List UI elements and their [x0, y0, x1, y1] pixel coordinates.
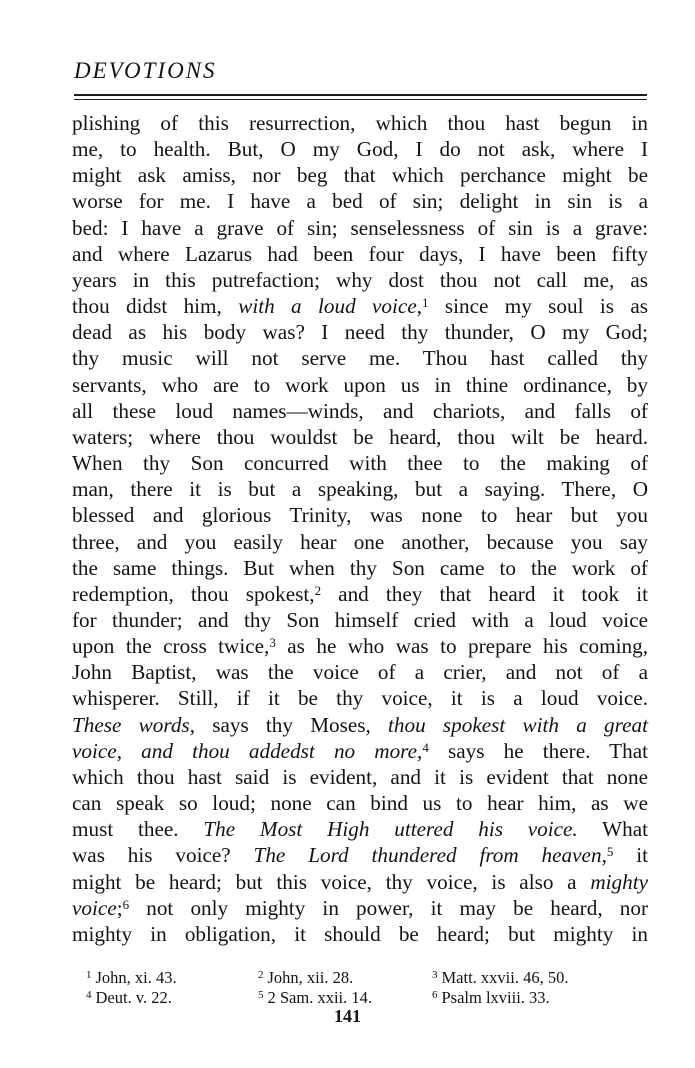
- footnote: [432, 988, 550, 1008]
- italic-quotation: with a loud voice: [238, 294, 417, 319]
- italic-quotation: thou spokest with a great: [388, 712, 648, 737]
- text-line: voice;$^6$ not only mighty in power, it may be heard, nor: [72, 895, 648, 920]
- text-line: dead as his body was? I need thy thunder, O my God;: [72, 320, 648, 345]
- header-rule-bottom: [74, 99, 647, 100]
- text-line: These words, says thy Moses, thou spokest with a great: [72, 712, 648, 737]
- italic-quotation: voice: [72, 895, 117, 920]
- text-line: and where Lazarus had been four days, I have been fifty: [72, 241, 648, 266]
- footnote-reference: 1: [422, 295, 429, 311]
- text-line: worse for me. I have a bed of sin; delight in sin is a: [72, 189, 648, 214]
- footnote-reference: 5: [606, 844, 614, 860]
- text-line: which thou hast said is evident, and it is evident that none: [72, 764, 648, 789]
- text-line: John Baptist, was the voice of a crier, and not of a: [72, 660, 648, 685]
- text-line: whisperer. Still, if it be thy voice, it is a loud voice.: [72, 686, 648, 711]
- text-line: might be heard; but this voice, thy voice, is also a mighty: [72, 869, 648, 894]
- text-line: blessed and glorious Trinity, was none to hear but you: [72, 503, 648, 528]
- italic-quotation: mighty: [590, 869, 648, 894]
- footnote: [258, 988, 432, 1008]
- footnote-citation: John, xii. 28.: [267, 968, 354, 987]
- text-line: plishing of this resurrection, which thou hast begun in: [72, 111, 648, 135]
- footnote-citation: John, xi. 43.: [95, 968, 177, 987]
- text-line: the same things. But when thy Son came to the work of: [72, 555, 648, 580]
- text-line: upon the cross twice,$^3$ as he who was to prepare his coming,: [72, 634, 648, 659]
- text-line: me, to health. But, O my God, I do not ask, where I: [72, 137, 648, 162]
- footnote-citation: Matt. xxvii. 46, 50.: [441, 968, 569, 987]
- text-line: three, and you easily hear one another, because you say: [72, 529, 648, 554]
- italic-quotation: These words: [72, 712, 190, 737]
- italic-quotation: The Lord thundered from heaven: [253, 843, 602, 868]
- page-number: 141: [334, 1006, 361, 1026]
- text-line: redemption, thou spokest,$^2$ and they that heard it took it: [72, 581, 648, 606]
- text-line: mighty in obligation, it should be heard; but mighty in: [72, 921, 648, 946]
- footnote-citation: Deut. v. 22.: [95, 988, 172, 1007]
- text-line: When thy Son concurred with thee to the making of: [72, 451, 648, 476]
- text-line: thy music will not serve me. Thou hast called thy: [72, 346, 648, 371]
- footnote-reference: 6: [122, 896, 130, 912]
- header-rule-top: [74, 94, 647, 96]
- text-line: servants, who are to work upon us in thine ordinance, by: [72, 372, 648, 397]
- italic-quotation: The Most High uttered his voice.: [203, 817, 578, 842]
- text-line: waters; where thou wouldst be heard, thou wilt be heard.: [72, 424, 648, 449]
- footnote-marker: 3: [432, 969, 438, 981]
- text-line: can speak so loud; none can bind us to hear him, as we: [72, 791, 648, 816]
- footnote: [86, 988, 258, 1008]
- text-line: for thunder; and thy Son himself cried with a loud voice: [72, 607, 648, 632]
- footnote-reference: 3: [269, 635, 276, 651]
- footnote-reference: 4: [422, 739, 429, 755]
- text-line: thou didst him, with a loud voice,$^1$ since my soul is as: [72, 294, 648, 319]
- text-line: years in this putrefaction; why dost thou not call me, as: [72, 267, 648, 292]
- body-text: [72, 110, 648, 947]
- text-line: man, there it is but a speaking, but a saying. There, O: [72, 477, 648, 502]
- italic-quotation: voice: [72, 738, 117, 763]
- footnote-marker: 6: [432, 989, 438, 1001]
- footnote-marker: 4: [86, 989, 92, 1001]
- text-line: all these loud names—winds, and chariots, and falls of: [72, 398, 648, 423]
- footnote: [432, 968, 568, 988]
- footnote-marker: 2: [258, 969, 264, 981]
- running-head: DEVOTIONS: [74, 58, 217, 83]
- footnote: [86, 968, 258, 988]
- footnote-citation: Psalm lxviii. 33.: [441, 988, 550, 1007]
- footnote-citation: 2 Sam. xxii. 14.: [267, 988, 373, 1007]
- text-line: voice, and thou addedst no more,$^4$ says he there. That: [72, 738, 648, 763]
- footnotes: [86, 968, 646, 1008]
- text-line: was his voice? The Lord thundered from heaven,$^5$ it: [72, 843, 648, 868]
- footnote-row: [86, 968, 646, 988]
- footnote: [258, 968, 432, 988]
- footnote-reference: 2: [314, 582, 322, 598]
- footnote-marker: 1: [86, 969, 92, 981]
- italic-quotation: and thou addedst no more: [141, 738, 418, 763]
- text-line: must thee. The Most High uttered his voice. What: [72, 817, 649, 842]
- footnote-marker: 5: [258, 989, 264, 1001]
- text-line: might ask amiss, nor beg that which perchance might be: [72, 163, 648, 188]
- footnote-row: [86, 988, 646, 1008]
- text-line: bed: I have a grave of sin; senselessness of sin is a grave:: [72, 215, 648, 240]
